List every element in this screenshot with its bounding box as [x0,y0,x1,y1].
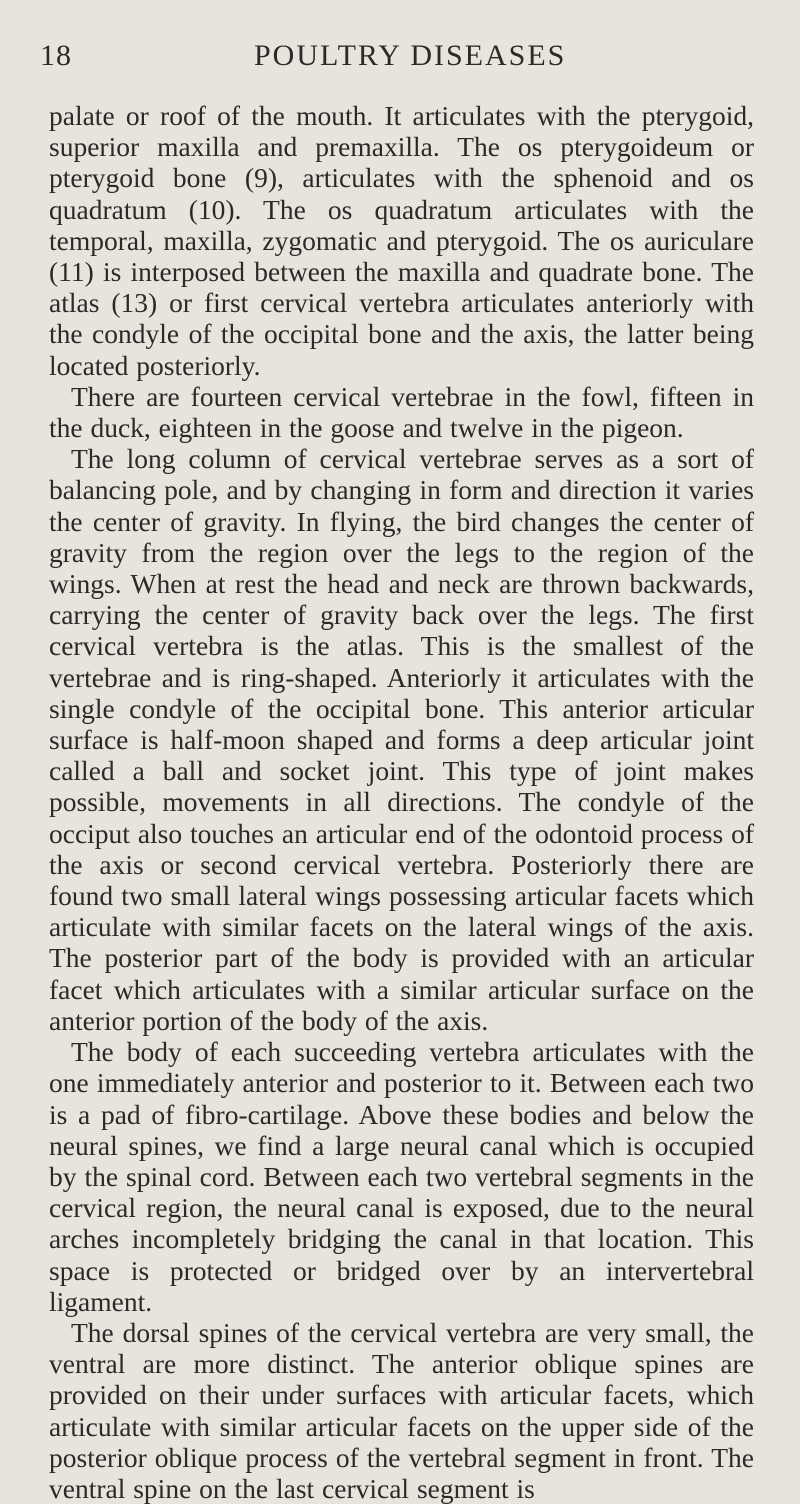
paragraph-2: There are fourteen cervical vertebrae in the fowl, fifteen in the duck, eighteen in the goose and twelve in the pigeon. [49,380,754,444]
paragraph-4: The body of each succeeding vertebra articulates with the one immediately anterior and posterior to it. Between each two is a pad of fibro-cartilage. Above these bodies and below the neural spines, we find a large neural canal which is occupied by the spinal cord. Between each two vertebral segments in the cervical region, the neural canal is exposed, due to the neural arches incompletely bridging the canal in that location. This space is protected or bridged over by an intervertebral ligament. [49,1036,754,1317]
running-title: POULTRY DISEASES [254,39,567,72]
page-number: 18 [40,39,72,72]
body-text [49,100,754,1504]
running-head [40,38,754,76]
paragraph-3: The long column of cervical vertebrae serves as a sort of balancing pole, and by changing in form and direction it varies the center of gravity. In flying, the bird changes the center of gravity from the region over the legs to the region of the wings. When at rest the head and neck are thrown backwards, carrying the center of gravity back over the legs. The first cervical vertebra is the atlas. This is the smallest of the vertebrae and is ring-shaped. Anteriorly it articulates with the single condyle of the occipital bone. This anterior articular surface is half-moon shaped and forms a deep articular joint called a ball and socket joint. This type of joint makes possible, movements in all directions. The condyle of the occiput also touches an articular end of the odontoid process of the axis or second cervical vertebra. Posteriorly there are found two small lateral wings possessing articular facets which articulate with similar facets on the lateral wings of the axis. The posterior part of the body is provided with an articular facet which articulates with a similar articular surface on the anterior portion of the body of the axis. [49,443,754,1036]
paragraph-1: palate or roof of the mouth. It articulates with the pterygoid, superior maxilla and premaxilla. The os pterygoideum or pterygoid bone (9), articulates with the sphenoid and os quadratum (10). The os quadratum articulates with the temporal, maxilla, zygomatic and pterygoid. The os auriculare (11) is interposed between the maxilla and quadrate bone. The atlas (13) or first cervical vertebra articulates anteriorly with the condyle of the occipital bone and the axis, the latter being located posteriorly. [49,100,754,381]
paragraph-5: The dorsal spines of the cervical vertebra are very small, the ventral are more distinct. The anterior oblique spines are provided on their under surfaces with articular facets, which articulate with similar articular facets on the upper side of the posterior oblique process of the vertebral segment in front. The ventral spine on the last cervical segment is [49,1316,754,1504]
